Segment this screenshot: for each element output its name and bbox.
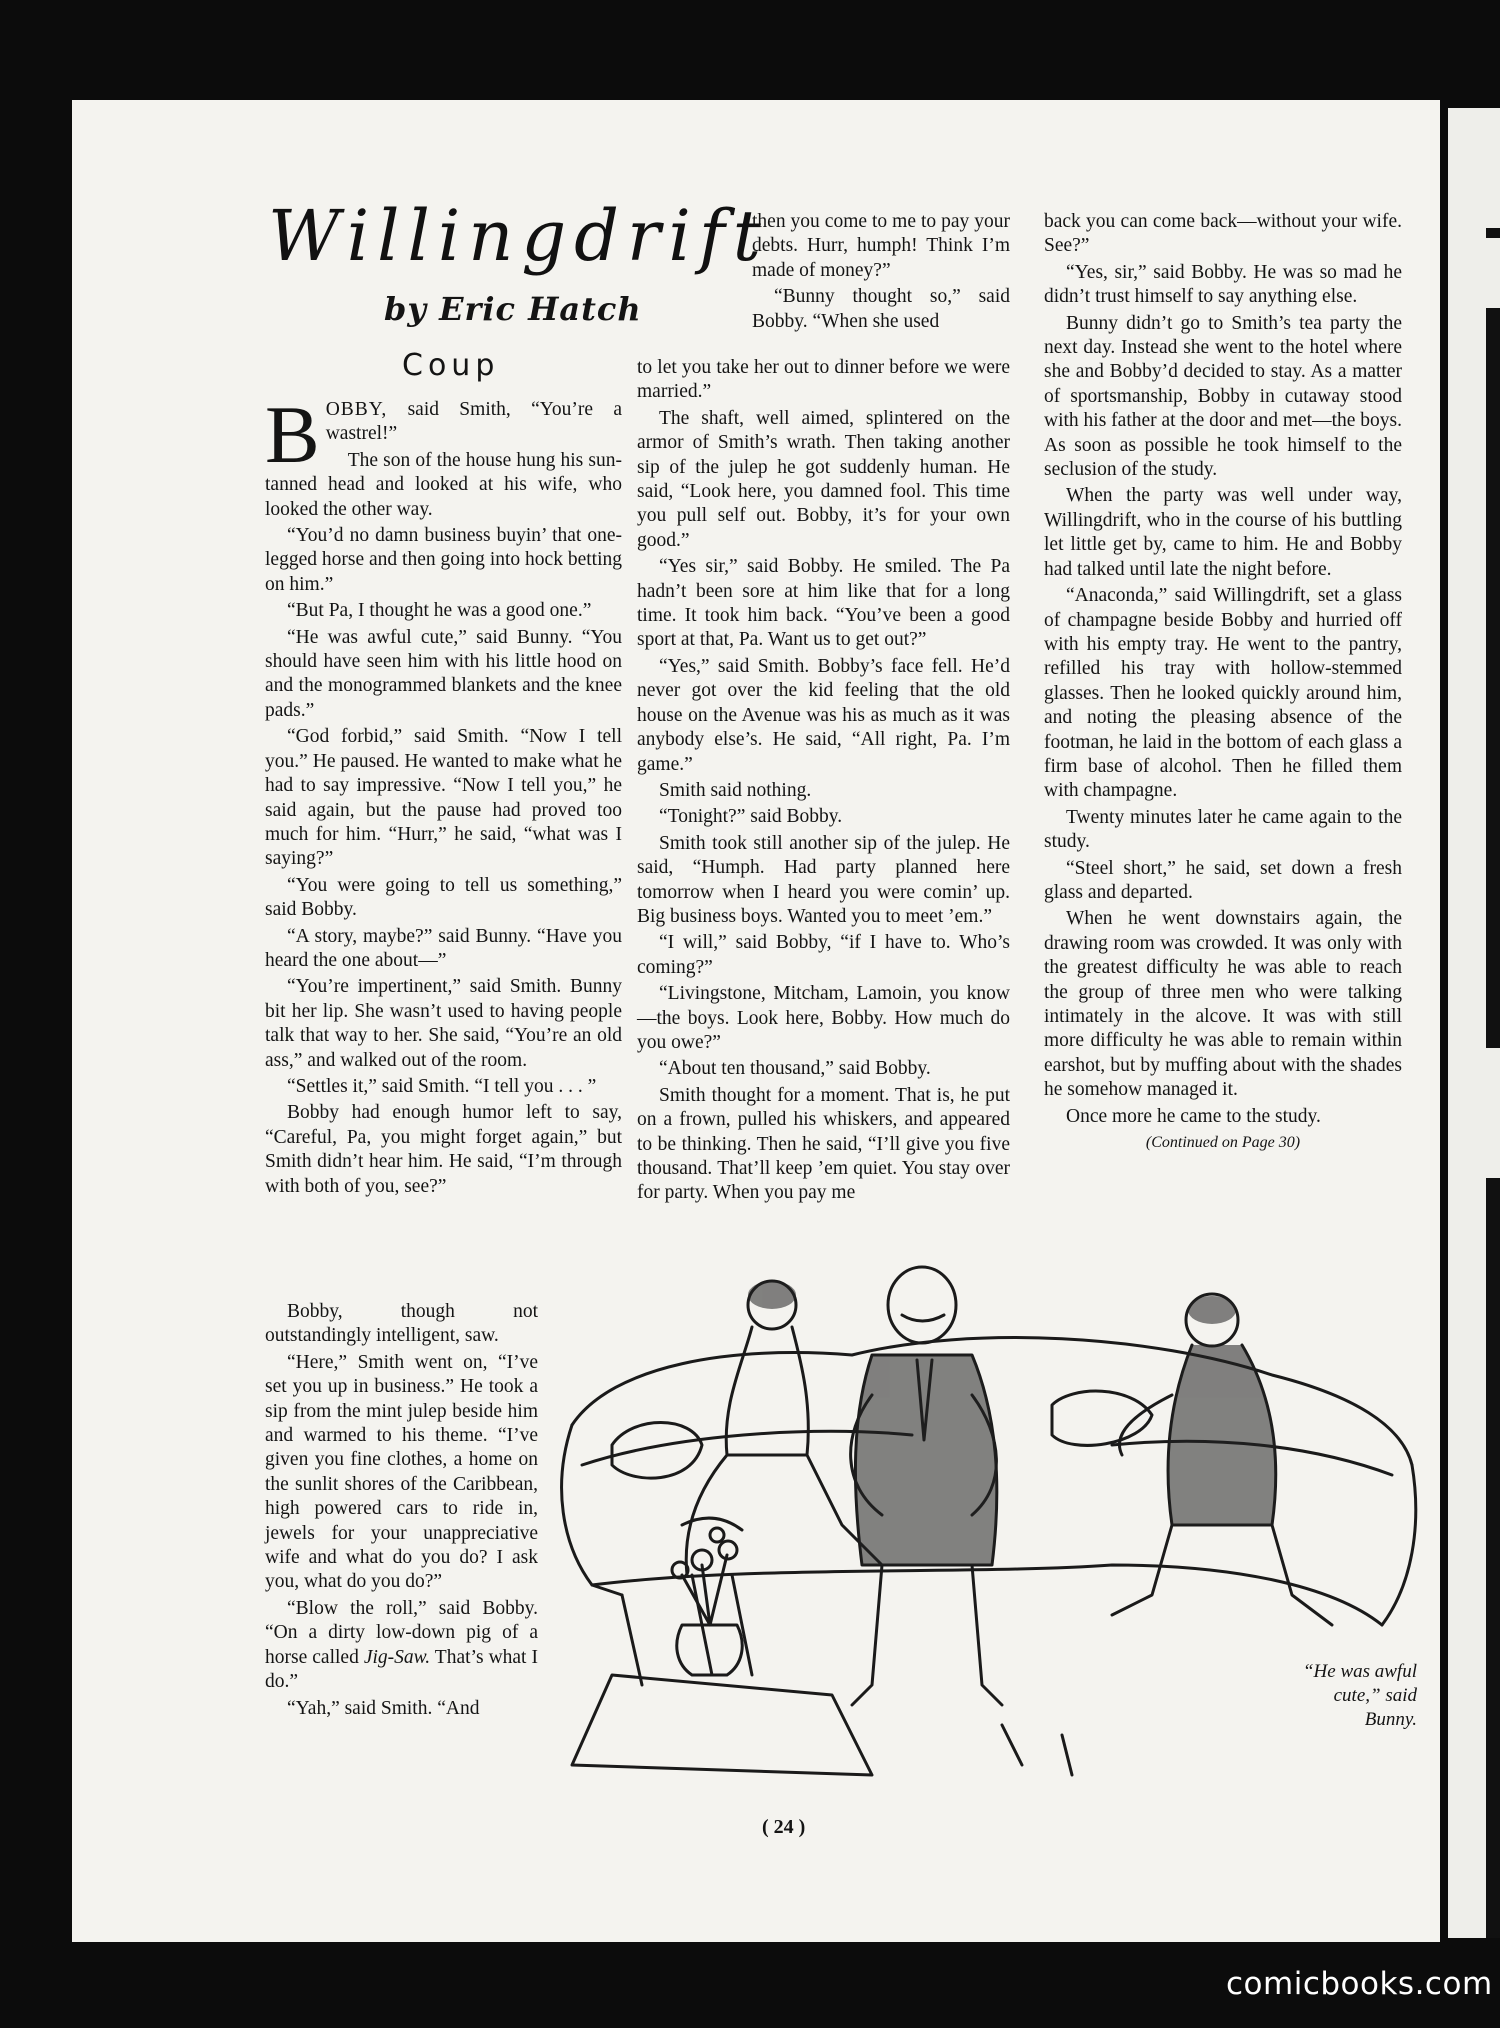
paragraph: “Bunny thought so,” said Bobby. “When she used	[752, 286, 1010, 332]
article-title: Willingdrift	[268, 195, 769, 277]
paragraph: “Here,” Smith went on, “I’ve set you up in business.” He took a sip from the mint julep beside him and warmed to his theme. “I’ve given you fine clothes, a home on the sunlit shores of the Caribbean, high powered cars to ride in, jewels for your unappreciative wife and what do you do? I ask you, what do you do?”	[265, 1351, 538, 1593]
paragraph: The son of the house hung his sun-tanned head and looked at his wife, who looked the other way.	[265, 449, 622, 520]
paragraph: “About ten thousand,” said Bobby.	[659, 1058, 931, 1080]
paragraph: Smith said nothing.	[659, 779, 812, 801]
paragraph: Bobby had enough humor left to say, “Careful, Pa, you might forget again,” but Smith didn’t hear him. He said, “I’m through with both of you, see?”	[265, 1102, 622, 1197]
paragraph: Smith took still another sip of the julep. He said, “Humph. Had party planned here tomorrow when I heard you were comin’ up. Big business boys. Wanted you to meet ’em.”	[637, 832, 1010, 927]
column-2	[637, 356, 1010, 1208]
paragraph: “Settles it,” said Smith. “I tell you . . . ”	[287, 1075, 597, 1097]
paragraph: “Tonight?” said Bobby.	[659, 806, 843, 828]
column-1-lower	[265, 1300, 538, 1723]
paragraph: “Yes sir,” said Bobby. He smiled. The Pa hadn’t been sore at him like that for a long time. It took him back. “You’ve been a good sport at that, Pa. Want us to get out?”	[637, 556, 1010, 651]
paragraph: “But Pa, I thought he was a good one.”	[287, 600, 592, 622]
paragraph: then you come to me to pay your debts. Hurr, humph! Think I’m made of money?”	[752, 211, 1010, 281]
paragraph: to let you take her out to dinner before we were married.”	[637, 357, 1010, 403]
paragraph: “God forbid,” said Smith. “Now I tell you.” He paused. He wanted to make what he had to say impressive. “Now I tell you,” he said again, but the pause had proved too much for him. “Hurr,” he said, “what was I saying?”	[265, 726, 622, 870]
paragraph: “Steel short,” he said, set down a fresh glass and departed.	[1044, 857, 1402, 903]
paragraph: Bunny didn’t go to Smith’s tea party the next day. Instead she went to the hotel where she and Bobby’d decided to stay. As a matter of sportsmanship, Bobby in cutaway stood with his father at the door and met—the boys. As soon as possible he took himself to the seclusion of the study.	[1044, 312, 1402, 481]
paragraph: “Anaconda,” said Willingdrift, set a glass of champagne beside Bobby and hurried off with his empty tray. He went to the pantry, refilled his tray with hollow-stemmed glasses. Then he looked quickly around him, and noting the pleasing absence of the footman, he laid in the bottom of each glass a firm base of alcohol. Then he filled them with champagne.	[1044, 585, 1402, 802]
column-2-top	[752, 210, 1010, 336]
paragraph: Once more he came to the study.	[1066, 1105, 1321, 1127]
paragraph: Bobby, though not outstandingly intelligent, saw.	[265, 1301, 538, 1347]
illustration-caption: “He was awful cute,” said Bunny.	[1302, 1661, 1417, 1730]
paragraph: “Livingstone, Mitcham, Lamoin, you know—the boys. Look here, Bobby. How much do you owe?”	[637, 983, 1010, 1053]
paragraph: “You’re impertinent,” said Smith. Bunny bit her lip. She wasn’t used to having people talk that way to her. She said, “You’re an old ass,” and walked out of the room.	[265, 976, 622, 1071]
column-3	[1044, 210, 1402, 1155]
paragraph: back you can come back—without your wife. See?”	[1044, 211, 1402, 257]
paragraph: When he went downstairs again, the drawing room was crowded. It was only with the greatest difficulty he was able to reach the group of three men who were talking intimately in the alcove. It was with still more difficulty he was able to remain within earshot, but by muffing about with the shades he somehow managed it.	[1044, 908, 1402, 1101]
column-1	[265, 389, 622, 1201]
opening-paragraph: BOBBY, said Smith, “You’re a wastrel!”	[265, 389, 622, 480]
site-watermark: comicbooks.com	[1226, 1966, 1493, 2002]
paragraph: Twenty minutes later he came again to the study.	[1044, 806, 1402, 853]
drop-cap: B	[265, 389, 320, 480]
section-heading: Coup	[402, 348, 500, 383]
paragraph: “He was awful cute,” said Bunny. “You should have seen him with his little hood on and the monogrammed blankets and the knee pads.”	[265, 626, 622, 721]
paragraph: “Yah,” said Smith. “And	[287, 1697, 480, 1719]
paragraph: “Yes,” said Smith. Bobby’s face fell. He’d never got over the kid feeling that the old house on the Avenue was his as much as it was anybody else’s. He said, “All right, Pa. I’m game.”	[637, 655, 1010, 775]
edge-block	[1486, 308, 1500, 1048]
edge-block	[1486, 1178, 1500, 1938]
page-number: ( 24 )	[762, 1816, 806, 1838]
paragraph: Smith thought for a moment. That is, he put on a frown, pulled his whiskers, and appeared to be thinking. Then he said, “I’ll give you five thousand. That’ll keep ’em quiet. You stay over for party. When you pay me	[637, 1084, 1010, 1204]
paragraph: “I will,” said Bobby, “if I have to. Who’s coming?”	[637, 932, 1010, 978]
adjacent-page-edge	[1448, 108, 1500, 1938]
paragraph: “You were going to tell us something,” said Bobby.	[265, 874, 622, 921]
paragraph: “A story, maybe?” said Bunny. “Have you heard the one about—”	[265, 925, 622, 971]
continued-note: (Continued on Page 30)	[1145, 1134, 1301, 1152]
edge-mark	[1486, 228, 1500, 238]
paragraph: “Yes, sir,” said Bobby. He was so mad he didn’t trust himself to say anything else.	[1044, 261, 1402, 308]
paragraph: When the party was well under way, Willingdrift, who in the course of his buttling let little get by, came to him. He and Bobby had talked until late the night before.	[1044, 485, 1402, 580]
paragraph: “Blow the roll,” said Bobby. “On a dirty low-down pig of a horse called Jig-Saw. That’s what I do.”	[265, 1597, 538, 1693]
magazine-page	[72, 100, 1440, 1942]
article-byline: by Eric Hatch	[384, 290, 642, 328]
paragraph: “You’d no damn business buyin’ that one-legged horse and then going into hock betting on him.”	[265, 525, 622, 595]
paragraph: The shaft, well aimed, splintered on the armor of Smith’s wrath. Then taking another sip of the julep he got suddenly human. He said, “Look here, you damned fool. This time you pull self out. Bobby, it’s for your own good.”	[637, 407, 1010, 551]
